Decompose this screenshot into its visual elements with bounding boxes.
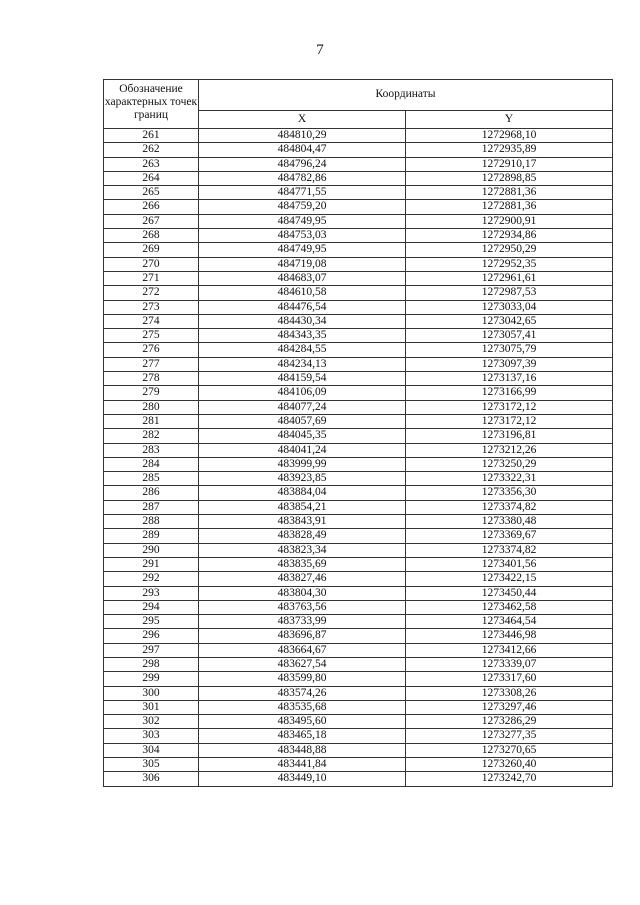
x-coordinate-cell: 483884,04	[199, 486, 406, 500]
coordinates-table	[103, 79, 613, 787]
y-coordinate-cell: 1273075,79	[406, 343, 613, 357]
table-row	[104, 629, 613, 643]
table-row	[104, 557, 613, 571]
point-id-cell: 283	[104, 443, 199, 457]
y-coordinate-cell: 1273250,29	[406, 457, 613, 471]
point-id-cell: 293	[104, 586, 199, 600]
y-coordinate-cell: 1273212,26	[406, 443, 613, 457]
y-coordinate-cell: 1273374,82	[406, 543, 613, 557]
x-coordinate-cell: 484749,95	[199, 243, 406, 257]
x-coordinate-cell: 484041,24	[199, 443, 406, 457]
y-coordinate-cell: 1273339,07	[406, 657, 613, 671]
y-coordinate-cell: 1273097,39	[406, 357, 613, 371]
point-id-cell: 286	[104, 486, 199, 500]
point-id-cell: 271	[104, 271, 199, 285]
point-id-cell: 294	[104, 600, 199, 614]
table-row	[104, 257, 613, 271]
table-row	[104, 657, 613, 671]
table-row	[104, 729, 613, 743]
point-id-cell: 276	[104, 343, 199, 357]
y-coordinate-cell: 1273369,67	[406, 529, 613, 543]
y-coordinate-cell: 1273033,04	[406, 300, 613, 314]
table-row	[104, 414, 613, 428]
table-row	[104, 615, 613, 629]
x-coordinate-cell: 483835,69	[199, 557, 406, 571]
table-row	[104, 572, 613, 586]
x-coordinate-cell: 484753,03	[199, 229, 406, 243]
x-coordinate-cell: 483574,26	[199, 686, 406, 700]
y-coordinate-cell: 1273260,40	[406, 758, 613, 772]
x-coordinate-cell: 484749,95	[199, 214, 406, 228]
point-id-cell: 264	[104, 171, 199, 185]
x-coordinate-cell: 483923,85	[199, 472, 406, 486]
point-id-cell: 282	[104, 429, 199, 443]
points-column-header: Обозначение характерных точек границ	[104, 80, 199, 129]
table-row	[104, 443, 613, 457]
y-coordinate-cell: 1272968,10	[406, 129, 613, 143]
table-row	[104, 271, 613, 285]
x-column-header: X	[199, 111, 406, 129]
point-id-cell: 274	[104, 314, 199, 328]
table-row	[104, 329, 613, 343]
y-coordinate-cell: 1272952,35	[406, 257, 613, 271]
table-row	[104, 586, 613, 600]
table-body	[104, 129, 613, 787]
table-row	[104, 715, 613, 729]
point-id-cell: 288	[104, 515, 199, 529]
table-row	[104, 157, 613, 171]
x-coordinate-cell: 484476,54	[199, 300, 406, 314]
x-coordinate-cell: 484284,55	[199, 343, 406, 357]
table-row	[104, 314, 613, 328]
table-row	[104, 543, 613, 557]
table-row	[104, 472, 613, 486]
point-id-cell: 287	[104, 500, 199, 514]
y-coordinate-cell: 1273322,31	[406, 472, 613, 486]
x-coordinate-cell: 483664,67	[199, 643, 406, 657]
y-coordinate-cell: 1272881,36	[406, 186, 613, 200]
table-row	[104, 243, 613, 257]
x-coordinate-cell: 484719,08	[199, 257, 406, 271]
y-coordinate-cell: 1272950,29	[406, 243, 613, 257]
x-coordinate-cell: 483854,21	[199, 500, 406, 514]
point-id-cell: 301	[104, 700, 199, 714]
y-coordinate-cell: 1273172,12	[406, 414, 613, 428]
point-id-cell: 304	[104, 743, 199, 757]
y-coordinate-cell: 1272934,86	[406, 229, 613, 243]
table-row	[104, 129, 613, 143]
point-id-cell: 300	[104, 686, 199, 700]
point-id-cell: 261	[104, 129, 199, 143]
table-row	[104, 500, 613, 514]
point-id-cell: 299	[104, 672, 199, 686]
table-row	[104, 643, 613, 657]
point-id-cell: 296	[104, 629, 199, 643]
x-coordinate-cell: 483495,60	[199, 715, 406, 729]
table-row	[104, 700, 613, 714]
x-coordinate-cell: 484810,29	[199, 129, 406, 143]
y-coordinate-cell: 1273308,26	[406, 686, 613, 700]
x-coordinate-cell: 483827,46	[199, 572, 406, 586]
x-coordinate-cell: 483763,56	[199, 600, 406, 614]
point-id-cell: 305	[104, 758, 199, 772]
y-coordinate-cell: 1273137,16	[406, 372, 613, 386]
x-coordinate-cell: 483733,99	[199, 615, 406, 629]
point-id-cell: 270	[104, 257, 199, 271]
point-id-cell: 306	[104, 772, 199, 786]
x-coordinate-cell: 484077,24	[199, 400, 406, 414]
x-coordinate-cell: 483448,88	[199, 743, 406, 757]
y-coordinate-cell: 1273270,65	[406, 743, 613, 757]
table-row	[104, 400, 613, 414]
point-id-cell: 285	[104, 472, 199, 486]
table-row	[104, 200, 613, 214]
y-coordinate-cell: 1272900,91	[406, 214, 613, 228]
point-id-cell: 295	[104, 615, 199, 629]
table-row	[104, 186, 613, 200]
point-id-cell: 268	[104, 229, 199, 243]
x-coordinate-cell: 483627,54	[199, 657, 406, 671]
x-coordinate-cell: 483449,10	[199, 772, 406, 786]
point-id-cell: 267	[104, 214, 199, 228]
point-id-cell: 292	[104, 572, 199, 586]
x-coordinate-cell: 483535,68	[199, 700, 406, 714]
x-coordinate-cell: 484771,55	[199, 186, 406, 200]
y-coordinate-cell: 1273172,12	[406, 400, 613, 414]
point-id-cell: 265	[104, 186, 199, 200]
y-coordinate-cell: 1273450,44	[406, 586, 613, 600]
table-row	[104, 758, 613, 772]
table-row	[104, 686, 613, 700]
table-row	[104, 171, 613, 185]
x-coordinate-cell: 484057,69	[199, 414, 406, 428]
table-row	[104, 772, 613, 786]
x-coordinate-cell: 483843,91	[199, 515, 406, 529]
y-coordinate-cell: 1273356,30	[406, 486, 613, 500]
y-coordinate-cell: 1273057,41	[406, 329, 613, 343]
point-id-cell: 291	[104, 557, 199, 571]
y-coordinate-cell: 1273166,99	[406, 386, 613, 400]
table-row	[104, 357, 613, 371]
coordinates-header: Координаты	[199, 80, 613, 111]
y-coordinate-cell: 1273412,66	[406, 643, 613, 657]
page-number: 7	[316, 42, 324, 58]
y-coordinate-cell: 1273317,60	[406, 672, 613, 686]
y-coordinate-cell: 1272935,89	[406, 143, 613, 157]
y-coordinate-cell: 1272961,61	[406, 271, 613, 285]
point-id-cell: 278	[104, 372, 199, 386]
x-coordinate-cell: 483828,49	[199, 529, 406, 543]
table-row	[104, 515, 613, 529]
x-coordinate-cell: 484159,54	[199, 372, 406, 386]
y-coordinate-cell: 1272910,17	[406, 157, 613, 171]
table-row	[104, 457, 613, 471]
y-coordinate-cell: 1273422,15	[406, 572, 613, 586]
point-id-cell: 279	[104, 386, 199, 400]
point-id-cell: 298	[104, 657, 199, 671]
y-coordinate-cell: 1273401,56	[406, 557, 613, 571]
x-coordinate-cell: 483804,30	[199, 586, 406, 600]
table-row	[104, 229, 613, 243]
y-coordinate-cell: 1273242,70	[406, 772, 613, 786]
point-id-cell: 303	[104, 729, 199, 743]
table-row	[104, 286, 613, 300]
point-id-cell: 302	[104, 715, 199, 729]
x-coordinate-cell: 483465,18	[199, 729, 406, 743]
table-row	[104, 386, 613, 400]
y-coordinate-cell: 1273042,65	[406, 314, 613, 328]
point-id-cell: 284	[104, 457, 199, 471]
x-coordinate-cell: 484430,34	[199, 314, 406, 328]
x-coordinate-cell: 483999,99	[199, 457, 406, 471]
y-coordinate-cell: 1273277,35	[406, 729, 613, 743]
table-row	[104, 600, 613, 614]
point-id-cell: 281	[104, 414, 199, 428]
y-coordinate-cell: 1272881,36	[406, 200, 613, 214]
y-coordinate-cell: 1273462,58	[406, 600, 613, 614]
point-id-cell: 275	[104, 329, 199, 343]
y-coordinate-cell: 1273297,46	[406, 700, 613, 714]
table-row	[104, 143, 613, 157]
point-id-cell: 280	[104, 400, 199, 414]
point-id-cell: 272	[104, 286, 199, 300]
x-coordinate-cell: 483599,80	[199, 672, 406, 686]
y-coordinate-cell: 1273374,82	[406, 500, 613, 514]
point-id-cell: 269	[104, 243, 199, 257]
x-coordinate-cell: 483823,34	[199, 543, 406, 557]
point-id-cell: 297	[104, 643, 199, 657]
x-coordinate-cell: 484343,35	[199, 329, 406, 343]
point-id-cell: 262	[104, 143, 199, 157]
x-coordinate-cell: 484234,13	[199, 357, 406, 371]
table-row	[104, 429, 613, 443]
point-id-cell: 266	[104, 200, 199, 214]
y-coordinate-cell: 1272898,85	[406, 171, 613, 185]
x-coordinate-cell: 484804,47	[199, 143, 406, 157]
x-coordinate-cell: 484796,24	[199, 157, 406, 171]
y-coordinate-cell: 1273286,29	[406, 715, 613, 729]
x-coordinate-cell: 484610,58	[199, 286, 406, 300]
point-id-cell: 273	[104, 300, 199, 314]
x-coordinate-cell: 484106,09	[199, 386, 406, 400]
table-row	[104, 300, 613, 314]
y-coordinate-cell: 1273196,81	[406, 429, 613, 443]
y-coordinate-cell: 1273464,54	[406, 615, 613, 629]
point-id-cell: 263	[104, 157, 199, 171]
table-row	[104, 343, 613, 357]
y-coordinate-cell: 1272987,53	[406, 286, 613, 300]
table-row	[104, 372, 613, 386]
x-coordinate-cell: 484759,20	[199, 200, 406, 214]
x-coordinate-cell: 483696,87	[199, 629, 406, 643]
y-coordinate-cell: 1273446,98	[406, 629, 613, 643]
point-id-cell: 277	[104, 357, 199, 371]
x-coordinate-cell: 484683,07	[199, 271, 406, 285]
table-row	[104, 672, 613, 686]
table-row	[104, 743, 613, 757]
x-coordinate-cell: 483441,84	[199, 758, 406, 772]
point-id-cell: 290	[104, 543, 199, 557]
table-row	[104, 529, 613, 543]
x-coordinate-cell: 484045,35	[199, 429, 406, 443]
point-id-cell: 289	[104, 529, 199, 543]
y-coordinate-cell: 1273380,48	[406, 515, 613, 529]
table-row	[104, 486, 613, 500]
y-column-header: Y	[406, 111, 613, 129]
x-coordinate-cell: 484782,86	[199, 171, 406, 185]
table-row	[104, 214, 613, 228]
